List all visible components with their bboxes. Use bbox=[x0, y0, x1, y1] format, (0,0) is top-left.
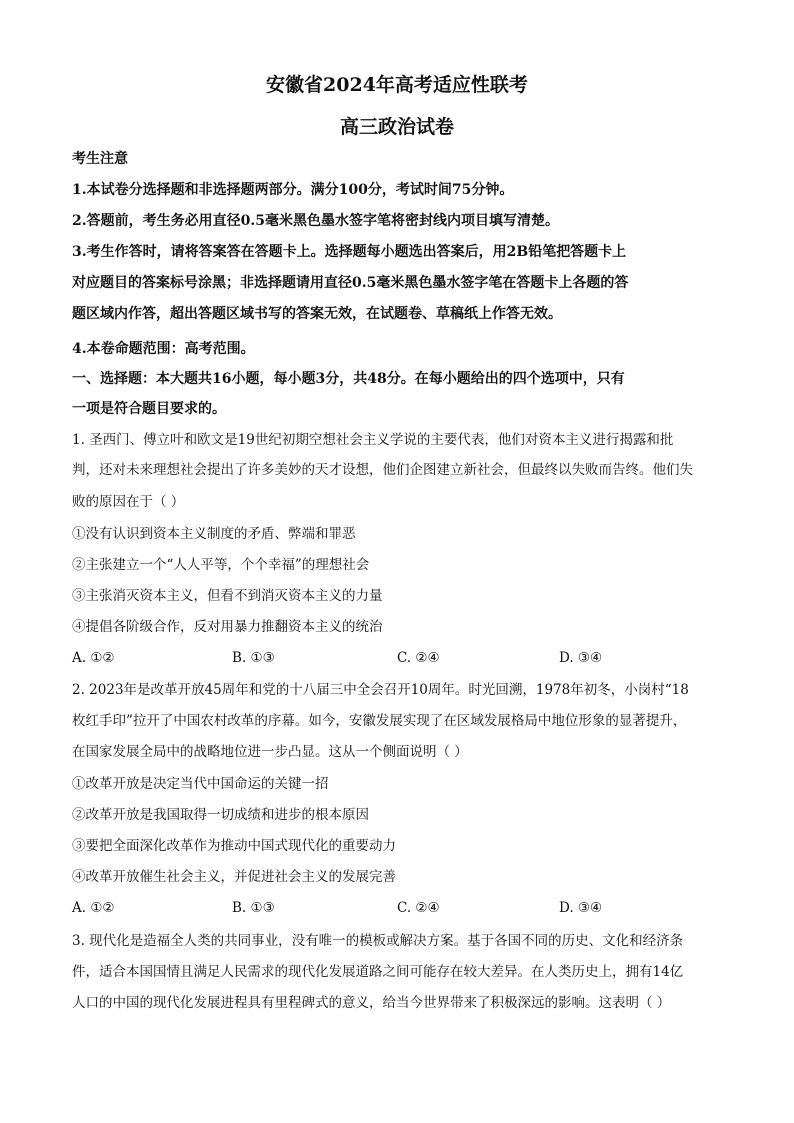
notice-item: 2.答题前，考生务必用直径0.5毫米黑色墨水签字笔将密封线内项目填写清楚。 bbox=[72, 213, 559, 229]
option-b: B. ①③ bbox=[232, 900, 275, 916]
option-c: C. ②④ bbox=[397, 650, 440, 666]
question-stem-line: 3. 现代化是造福全人类的共同事业，没有唯一的模板或解决方案。基于各国不同的历史、文化和经济条 bbox=[72, 933, 684, 949]
page-subtitle: 高三政治试卷 bbox=[339, 116, 454, 138]
option-a: A. ①② bbox=[72, 900, 115, 916]
question-stem-line: 在国家发展全局中的战略地位进一步凸显。这从一个侧面说明（ ） bbox=[72, 744, 468, 760]
notice-item: 题区域内作答，超出答题区域书写的答案无效，在试题卷、草稿纸上作答无效。 bbox=[72, 306, 562, 322]
question-statement: ④提倡各阶级合作，反对用暴力推翻资本主义的统治 bbox=[72, 619, 383, 635]
notice-item: 4.本卷命题范围：高考范围。 bbox=[72, 341, 255, 357]
notice-item: 1.本试卷分选择题和非选择题两部分。满分100分，考试时间75分钟。 bbox=[72, 182, 514, 198]
page-title: 安徽省2024年高考适应性联考 bbox=[266, 74, 528, 96]
question-statement: ①没有认识到资本主义制度的矛盾、弊端和罪恶 bbox=[72, 526, 356, 542]
question-statement: ②改革开放是我国取得一切成绩和进步的根本原因 bbox=[72, 807, 369, 823]
section-heading: 一项是符合题目要求的。 bbox=[72, 401, 226, 417]
notice-heading: 考生注意 bbox=[72, 151, 128, 167]
question-statement: ③要把全面深化改革作为推动中国式现代化的重要动力 bbox=[72, 838, 396, 854]
question-stem-line: 判，还对未来理想社会提出了许多美妙的天才设想，他们企图建立新社会，但最终以失败而告终。他们失 bbox=[72, 462, 693, 478]
question-stem-line: 人口的中国的现代化发展进程具有里程碑式的意义，给当今世界带来了积极深远的影响。这表明（ ） bbox=[72, 995, 671, 1011]
question-statement: ③主张消灭资本主义，但看不到消灭资本主义的力量 bbox=[72, 588, 383, 604]
option-a: A. ①② bbox=[72, 650, 115, 666]
notice-item: 3.考生作答时，请将答案答在答题卡上。选择题每小题选出答案后，用2B铅笔把答题卡上 bbox=[72, 244, 627, 260]
question-statement: ①改革开放是决定当代中国命运的关键一招 bbox=[72, 776, 329, 792]
answer-options bbox=[72, 900, 722, 918]
question-stem-line: 1. 圣西门、傅立叶和欧文是19世纪初期空想社会主义学说的主要代表，他们对资本主义进行揭露和批 bbox=[72, 432, 674, 448]
question-stem-line: 败的原因在于（ ） bbox=[72, 494, 185, 510]
answer-options bbox=[72, 650, 722, 668]
question-stem-line: 枚红手印”拉开了中国农村改革的序幕。如今，安徽发展实现了在区域发展格局中地位形象的显著提升， bbox=[72, 713, 687, 729]
option-d: D. ③④ bbox=[559, 900, 603, 916]
question-statement: ②主张建立一个“人人平等，个个幸福”的理想社会 bbox=[72, 557, 370, 573]
section-heading: 一、选择题：本大题共16小题，每小题3分，共48分。在每小题给出的四个选项中，只有 bbox=[72, 371, 625, 387]
option-b: B. ①③ bbox=[232, 650, 275, 666]
question-statement: ④改革开放催生社会主义，并促进社会主义的发展完善 bbox=[72, 869, 396, 885]
option-d: D. ③④ bbox=[559, 650, 603, 666]
notice-item: 对应题目的答案标号涂黑；非选择题请用直径0.5毫米黑色墨水签字笔在答题卡上各题的答 bbox=[72, 275, 629, 291]
option-c: C. ②④ bbox=[397, 900, 440, 916]
question-stem-line: 2. 2023年是改革开放45周年和党的十八届三中全会召开10周年。时光回溯，1978年初冬，小岗村“18 bbox=[72, 682, 689, 698]
question-stem-line: 件，适合本国国情且满足人民需求的现代化发展道路之间可能存在较大差异。在人类历史上，拥有14亿 bbox=[72, 964, 684, 980]
